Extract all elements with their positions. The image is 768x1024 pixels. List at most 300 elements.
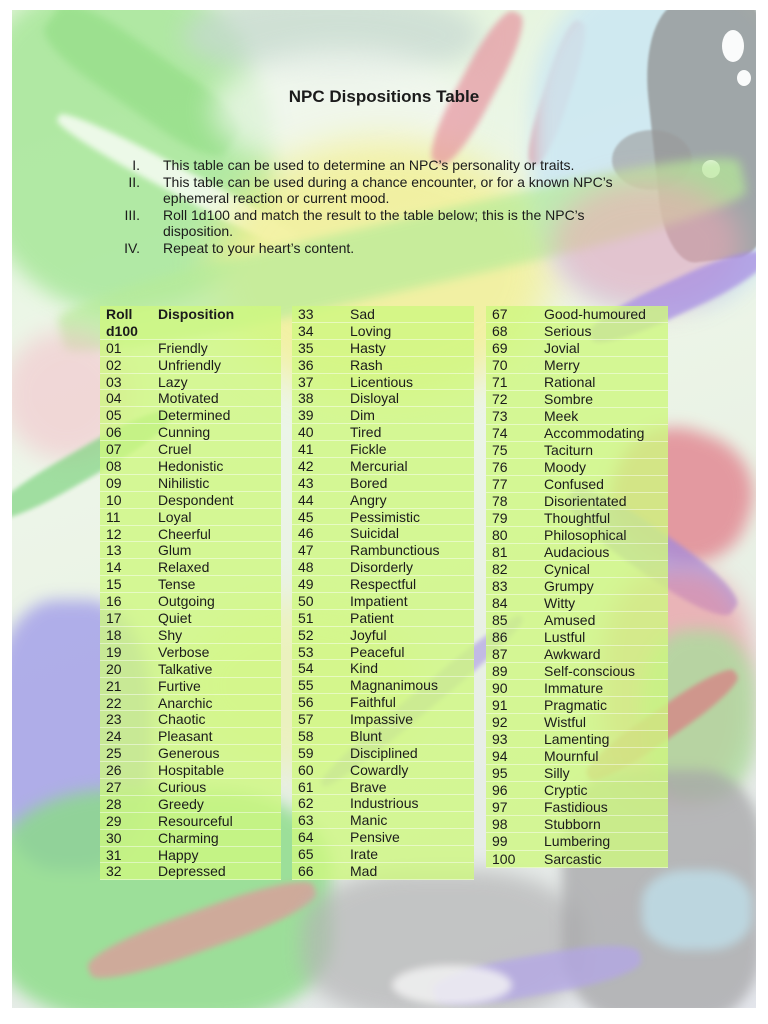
roll-value: 48 — [298, 559, 314, 576]
disposition-value: Witty — [544, 595, 576, 612]
instruction-item — [100, 157, 645, 174]
disposition-value: Kind — [350, 660, 379, 677]
table-row — [486, 612, 668, 629]
disposition-value: Quiet — [158, 610, 192, 627]
roll-value: 70 — [492, 357, 508, 374]
table-row — [486, 680, 668, 697]
table-row — [100, 407, 281, 424]
roll-value: 64 — [298, 829, 314, 846]
disposition-value: Bored — [350, 474, 388, 491]
table-row — [486, 459, 668, 476]
disposition-value: Faithful — [350, 694, 396, 711]
roll-value: 04 — [106, 390, 122, 407]
disposition-value: Disciplined — [350, 744, 418, 761]
table-row — [292, 846, 474, 863]
table-row — [486, 374, 668, 391]
disposition-value: Thoughtful — [544, 510, 611, 527]
roll-value: 60 — [298, 761, 314, 778]
disposition-value: Lamenting — [544, 731, 610, 748]
roll-value: 79 — [492, 510, 508, 527]
disposition-value: Tired — [350, 424, 382, 441]
disposition-value: Immature — [544, 680, 604, 697]
roll-value: 57 — [298, 711, 314, 727]
roll-value: 27 — [106, 778, 122, 795]
roll-value: 93 — [492, 731, 508, 748]
instruction-numeral: I. — [132, 157, 140, 173]
table-row — [292, 779, 474, 796]
roll-value: 29 — [106, 812, 122, 829]
disposition-value: Impatient — [350, 592, 408, 609]
disposition-value: Anarchic — [158, 694, 213, 711]
roll-value: 97 — [492, 799, 508, 816]
table-row — [100, 492, 281, 509]
disposition-value: Despondent — [158, 491, 234, 508]
table-row — [100, 526, 281, 543]
roll-value: 95 — [492, 765, 508, 782]
table-row — [100, 340, 281, 357]
disposition-value: Depressed — [158, 863, 226, 880]
roll-value: 62 — [298, 795, 314, 812]
roll-value: 42 — [298, 457, 314, 474]
disposition-value: Industrious — [350, 795, 419, 812]
disposition-value: Patient — [350, 609, 394, 626]
disposition-value: Mad — [350, 862, 378, 879]
table-row — [292, 728, 474, 745]
roll-value: 18 — [106, 626, 122, 643]
table-row — [486, 323, 668, 340]
roll-value: 24 — [106, 728, 122, 745]
roll-value: 14 — [106, 559, 122, 576]
disposition-value: Moody — [544, 459, 587, 476]
table-row — [292, 475, 474, 492]
disposition-value: Nihilistic — [158, 474, 210, 491]
table-row — [292, 863, 474, 880]
disposition-value: Blunt — [350, 727, 382, 744]
table-row — [100, 745, 281, 762]
disposition-value: Pleasant — [158, 728, 213, 745]
disposition-value: Sarcastic — [544, 850, 602, 867]
paint-splatter — [737, 70, 751, 86]
disposition-value: Charming — [158, 829, 219, 846]
disposition-value: Impassive — [350, 711, 414, 727]
roll-value: 53 — [298, 643, 314, 660]
instruction-numeral: II. — [128, 173, 140, 190]
disposition-value: Disorderly — [350, 559, 414, 576]
disposition-value: Relaxed — [158, 559, 210, 576]
roll-value: 03 — [106, 373, 122, 390]
roll-value: 10 — [106, 491, 122, 508]
roll-value: 12 — [106, 525, 122, 542]
disposition-value: Pragmatic — [544, 697, 608, 714]
disposition-value: Curious — [158, 778, 207, 795]
table-row — [486, 714, 668, 731]
table-row — [292, 795, 474, 812]
instruction-item — [100, 207, 645, 240]
roll-value: 84 — [492, 595, 508, 612]
roll-value: 71 — [492, 374, 508, 391]
table-row — [486, 510, 668, 527]
table-row — [292, 407, 474, 424]
table-row — [292, 525, 474, 542]
table-row — [292, 711, 474, 728]
table-row — [486, 731, 668, 748]
disposition-value: Brave — [350, 778, 387, 795]
disposition-value: Rambunctious — [350, 542, 440, 559]
roll-value: 35 — [298, 339, 314, 356]
table-row — [100, 441, 281, 458]
roll-value: 15 — [106, 576, 122, 593]
disposition-value: Fickle — [350, 441, 387, 457]
roll-value: 26 — [106, 762, 122, 779]
table-row — [486, 782, 668, 799]
roll-value: 78 — [492, 493, 508, 510]
table-row — [486, 799, 668, 816]
table-row — [292, 745, 474, 762]
roll-value: 68 — [492, 323, 508, 340]
table-row — [292, 660, 474, 677]
roll-value: 37 — [298, 373, 314, 390]
disposition-value: Cryptic — [544, 782, 588, 799]
roll-value: 55 — [298, 677, 314, 694]
table-row — [486, 493, 668, 510]
table-row — [486, 851, 668, 868]
table-header — [100, 306, 281, 340]
table-row — [486, 442, 668, 459]
instruction-numeral: III. — [124, 206, 140, 223]
disposition-value: Grumpy — [544, 578, 594, 595]
disposition-value: Greedy — [158, 795, 204, 812]
roll-value: 99 — [492, 833, 508, 850]
table-row — [486, 748, 668, 765]
roll-value: 82 — [492, 561, 508, 578]
roll-value: 61 — [298, 778, 314, 795]
roll-value: 87 — [492, 646, 508, 663]
disposition-value: Talkative — [158, 660, 213, 677]
table-row — [100, 357, 281, 374]
table-row — [292, 509, 474, 526]
table-row — [100, 678, 281, 695]
roll-value: 07 — [106, 441, 122, 458]
table-row — [292, 340, 474, 357]
roll-value: 90 — [492, 680, 508, 697]
disposition-value: Chaotic — [158, 711, 206, 728]
disposition-value: Suicidal — [350, 525, 400, 542]
disposition-value: Good-humoured — [544, 306, 646, 322]
table-row — [292, 610, 474, 627]
roll-value: 49 — [298, 576, 314, 592]
table-row — [292, 559, 474, 576]
roll-value: 59 — [298, 744, 314, 761]
table-row — [486, 306, 668, 323]
roll-value: 16 — [106, 593, 122, 610]
table-row — [100, 661, 281, 678]
roll-value: 19 — [106, 643, 122, 660]
roll-value: 50 — [298, 592, 314, 609]
table-row — [486, 476, 668, 493]
roll-value: 38 — [298, 390, 314, 407]
roll-value: 77 — [492, 476, 508, 493]
table-row — [100, 830, 281, 847]
table-row — [100, 390, 281, 407]
roll-value: 66 — [298, 862, 314, 879]
table-row — [292, 627, 474, 644]
disposition-value: Outgoing — [158, 593, 215, 610]
table-row — [100, 475, 281, 492]
roll-value: 56 — [298, 694, 314, 711]
roll-value: 89 — [492, 663, 508, 680]
table-row — [486, 357, 668, 374]
disposition-value: Disloyal — [350, 390, 400, 407]
instruction-text: This table can be used to determine an NPC’s personality or traits. — [163, 157, 575, 173]
disposition-value: Resourceful — [158, 812, 233, 829]
disposition-value: Wistful — [544, 714, 586, 731]
disposition-value: Lumbering — [544, 833, 611, 850]
table-row — [486, 697, 668, 714]
roll-value: 45 — [298, 508, 314, 525]
table-row — [100, 711, 281, 728]
disposition-value: Happy — [158, 846, 199, 863]
table-row — [100, 728, 281, 745]
disposition-value: Cruel — [158, 441, 192, 458]
disposition-value: Jovial — [544, 340, 580, 357]
disposition-value: Silly — [544, 765, 570, 782]
table-row — [486, 595, 668, 612]
table-row — [100, 627, 281, 644]
disposition-value: Taciturn — [544, 442, 594, 459]
roll-value: 81 — [492, 544, 508, 561]
table-row — [486, 561, 668, 578]
table-row — [292, 374, 474, 391]
roll-value: 33 — [298, 306, 314, 322]
roll-value: 11 — [106, 508, 121, 525]
disposition-value: Lustful — [544, 629, 586, 646]
table-row — [486, 391, 668, 408]
table-row — [100, 509, 281, 526]
table-row — [100, 374, 281, 391]
table-row — [100, 542, 281, 559]
roll-value: 40 — [298, 424, 314, 441]
table-row — [486, 765, 668, 782]
table-row — [292, 306, 474, 323]
disposition-value: Hedonistic — [158, 458, 224, 475]
roll-value: 08 — [106, 458, 122, 475]
disposition-value: Respectful — [350, 576, 417, 592]
instruction-text: This table can be used during a chance encounter, or for a known NPC’s ephemeral reaction or current mood. — [163, 173, 613, 207]
roll-value: 28 — [106, 795, 122, 812]
disposition-value: Joyful — [350, 626, 387, 643]
disposition-value: Loving — [350, 322, 392, 339]
table-row — [486, 646, 668, 663]
table-row — [100, 610, 281, 627]
table-row — [292, 762, 474, 779]
disposition-value: Amused — [544, 612, 596, 629]
table-row — [486, 663, 668, 680]
table-row — [486, 527, 668, 544]
instruction-item — [100, 240, 645, 257]
disposition-value: Mournful — [544, 748, 599, 765]
roll-value: 76 — [492, 459, 508, 476]
roll-value: 92 — [492, 714, 508, 731]
disposition-value: Irate — [350, 846, 379, 862]
table-row — [292, 542, 474, 559]
table-row — [100, 644, 281, 661]
roll-value: 46 — [298, 525, 314, 542]
table-row — [486, 340, 668, 357]
table-row — [486, 425, 668, 442]
roll-value: 05 — [106, 407, 122, 424]
table-row — [100, 762, 281, 779]
disposition-value: Cowardly — [350, 761, 409, 778]
roll-value: 67 — [492, 306, 508, 322]
roll-value: 86 — [492, 629, 508, 646]
roll-value: 98 — [492, 816, 508, 833]
table-row — [292, 812, 474, 829]
table-row — [292, 694, 474, 711]
roll-value: 13 — [106, 542, 122, 559]
roll-value: 83 — [492, 578, 508, 595]
roll-value: 44 — [298, 491, 314, 508]
table-column-1 — [100, 306, 281, 880]
paint-stroke — [642, 870, 752, 950]
disposition-value: Manic — [350, 812, 388, 829]
roll-value: 51 — [298, 609, 314, 626]
table-row — [292, 424, 474, 441]
table-row — [486, 816, 668, 833]
disposition-header: Disposition — [158, 306, 235, 322]
roll-value: 34 — [298, 322, 314, 339]
roll-value: 52 — [298, 626, 314, 643]
roll-value: 75 — [492, 442, 508, 459]
roll-value: 91 — [492, 697, 508, 714]
disposition-value: Rational — [544, 374, 596, 391]
table-row — [292, 677, 474, 694]
disposition-value: Merry — [544, 357, 580, 374]
disposition-value: Motivated — [158, 390, 219, 407]
table-row — [292, 458, 474, 475]
disposition-value: Pensive — [350, 829, 400, 846]
disposition-value: Cunning — [158, 424, 211, 441]
disposition-value: Peaceful — [350, 643, 405, 660]
table-row — [100, 593, 281, 610]
table-row — [100, 847, 281, 864]
table-row — [100, 695, 281, 712]
table-row — [100, 424, 281, 441]
paint-splatter — [392, 965, 512, 1005]
roll-value: 72 — [492, 391, 508, 408]
roll-value: 94 — [492, 748, 508, 765]
table-column-3 — [486, 306, 668, 868]
table-row — [292, 323, 474, 340]
roll-value: 36 — [298, 356, 314, 373]
instructions-list — [100, 157, 645, 257]
table-row — [292, 576, 474, 593]
roll-value: 96 — [492, 782, 508, 799]
instruction-text: Repeat to your heart’s content. — [163, 239, 355, 256]
table-row — [292, 492, 474, 509]
table-row — [100, 458, 281, 475]
disposition-value: Sombre — [544, 391, 594, 408]
disposition-value: Licentious — [350, 373, 414, 390]
table-row — [486, 408, 668, 425]
disposition-value: Hospitable — [158, 762, 225, 779]
disposition-value: Pessimistic — [350, 508, 421, 525]
table-row — [292, 829, 474, 846]
roll-value: 80 — [492, 527, 508, 544]
roll-value: 63 — [298, 812, 314, 829]
roll-value: 54 — [298, 660, 314, 677]
table-column-2 — [292, 306, 474, 880]
disposition-value: Tense — [158, 576, 196, 593]
disposition-value: Glum — [158, 542, 192, 559]
table-row — [100, 779, 281, 796]
disposition-value: Serious — [544, 323, 592, 340]
table-row — [100, 796, 281, 813]
roll-value: 30 — [106, 829, 122, 846]
roll-value: 22 — [106, 694, 122, 711]
disposition-value: Friendly — [158, 339, 208, 356]
roll-value: 32 — [106, 863, 122, 880]
disposition-value: Cynical — [544, 561, 590, 578]
disposition-value: Audacious — [544, 544, 610, 561]
roll-value: 31 — [106, 846, 122, 863]
table-row — [100, 863, 281, 880]
disposition-value: Rash — [350, 356, 383, 373]
roll-value: 47 — [298, 542, 314, 559]
roll-value: 41 — [298, 441, 314, 457]
disposition-value: Fastidious — [544, 799, 608, 816]
roll-value: 74 — [492, 425, 508, 442]
disposition-value: Disorientated — [544, 493, 627, 510]
table-row — [100, 813, 281, 830]
disposition-value: Mercurial — [350, 457, 408, 474]
paint-splatter — [722, 30, 744, 62]
table-row — [292, 644, 474, 661]
disposition-value: Awkward — [544, 646, 601, 663]
roll-value: 85 — [492, 612, 508, 629]
roll-value: 20 — [106, 660, 122, 677]
roll-value: 17 — [106, 610, 122, 627]
disposition-value: Dim — [350, 407, 375, 424]
disposition-value: Stubborn — [544, 816, 601, 833]
roll-value: 23 — [106, 711, 122, 728]
disposition-value: Self-conscious — [544, 663, 636, 680]
table-row — [486, 578, 668, 595]
disposition-value: Accommodating — [544, 425, 645, 442]
disposition-value: Determined — [158, 407, 231, 424]
table-row — [292, 441, 474, 458]
disposition-value: Unfriendly — [158, 356, 222, 373]
disposition-value: Loyal — [158, 508, 192, 525]
instruction-item — [100, 174, 645, 207]
roll-value: 69 — [492, 340, 508, 357]
disposition-value: Shy — [158, 626, 183, 643]
disposition-value: Generous — [158, 745, 220, 762]
roll-value: 65 — [298, 846, 314, 862]
disposition-value: Meek — [544, 408, 579, 425]
instruction-text: Roll 1d100 and match the result to the table below; this is the NPC’s disposition. — [163, 206, 585, 240]
instruction-numeral: IV. — [124, 239, 140, 256]
roll-value: 21 — [106, 677, 122, 694]
page-title: NPC Dispositions Table — [288, 87, 480, 106]
roll-value: 100 — [492, 850, 516, 867]
disposition-value: Cheerful — [158, 525, 211, 542]
table-row — [100, 576, 281, 593]
roll-value: 01 — [106, 339, 122, 356]
table-row — [100, 559, 281, 576]
disposition-value: Confused — [544, 476, 604, 493]
disposition-value: Sad — [350, 306, 375, 322]
table-row — [292, 593, 474, 610]
